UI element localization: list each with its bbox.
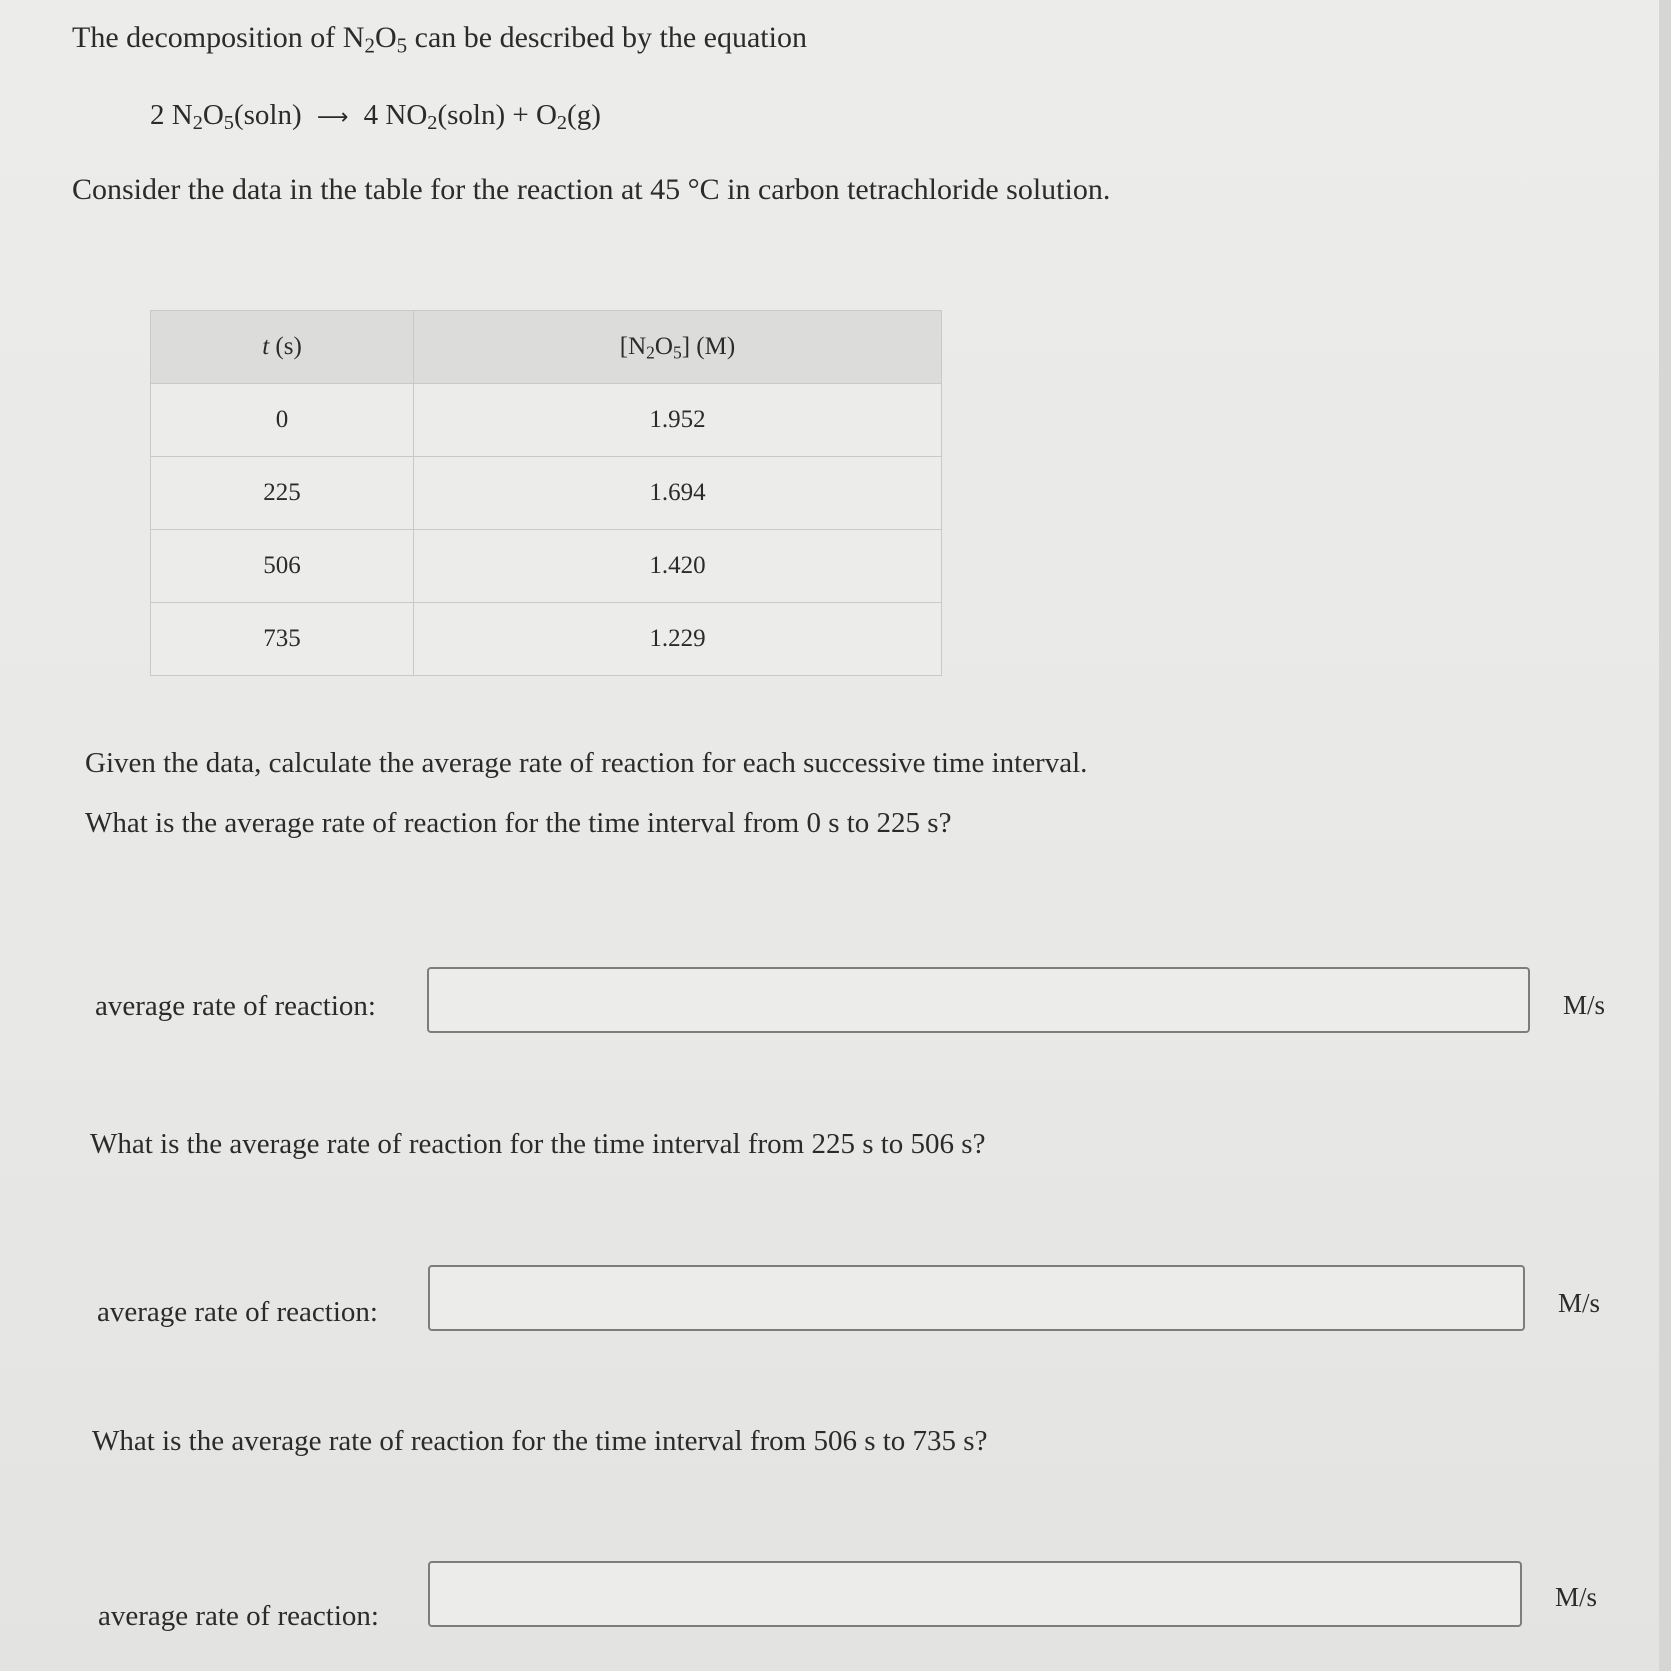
time-cell: 225 <box>151 457 414 530</box>
eq-part: N <box>164 99 193 131</box>
header-part: [N <box>619 333 647 360</box>
header-part: O <box>654 333 673 360</box>
intro-part: O <box>374 21 397 54</box>
question-3-text: What is the average rate of reaction for the time interval from 506 s to 735 s? <box>92 1425 988 1457</box>
table-header-row <box>151 311 942 384</box>
answer-1-input[interactable] <box>427 967 1530 1033</box>
answer-1-label: average rate of reaction: <box>95 990 376 1022</box>
consider-text: Consider the data in the table for the reaction at 45 °C in carbon tetrachloride solution. <box>72 173 1111 206</box>
concentration-cell: 1.420 <box>414 530 942 603</box>
given-text: Given the data, calculate the average rate of reaction for each successive time interval. <box>85 747 1088 779</box>
data-table <box>150 310 942 676</box>
page-edge <box>1659 0 1671 1671</box>
answer-2-unit: M/s <box>1558 1288 1601 1318</box>
question-2-text: What is the average rate of reaction for the time interval from 225 s to 506 s? <box>90 1128 986 1160</box>
eq-part: O <box>202 99 224 131</box>
concentration-cell: 1.952 <box>414 384 942 457</box>
time-unit: (s) <box>269 333 302 360</box>
reaction-equation <box>150 98 601 133</box>
concentration-cell: 1.229 <box>414 603 942 676</box>
intro-sub: 5 <box>396 33 408 58</box>
intro-text <box>72 20 807 56</box>
time-variable: t <box>262 333 270 360</box>
intro-part: The decomposition of N <box>72 21 365 54</box>
table-row <box>151 457 942 530</box>
table-row <box>151 384 942 457</box>
eq-coef: 2 <box>150 99 165 131</box>
time-cell: 506 <box>151 530 414 603</box>
intro-sub: 2 <box>364 33 375 58</box>
concentration-cell: 1.694 <box>414 457 942 530</box>
table-row <box>151 530 942 603</box>
col-header-concentration <box>414 311 942 384</box>
time-cell: 735 <box>151 603 414 676</box>
question-1-text: What is the average rate of reaction for the time interval from 0 s to 225 s? <box>85 807 952 839</box>
table-row <box>151 603 942 676</box>
col-header-time <box>151 311 414 384</box>
header-part: ] (M) <box>681 333 736 360</box>
eq-coef: 4 <box>363 99 379 131</box>
answer-3-unit: M/s <box>1555 1582 1598 1612</box>
eq-part: (soln) + O <box>437 99 557 131</box>
header-sub: 5 <box>672 342 682 363</box>
answer-3-label: average rate of reaction: <box>98 1600 379 1632</box>
answer-3-input[interactable] <box>428 1561 1522 1627</box>
reaction-arrow-icon: ⟶ <box>316 105 349 130</box>
header-sub: 2 <box>646 342 655 363</box>
eq-part: NO <box>378 99 428 131</box>
eq-sub: 5 <box>223 112 234 135</box>
eq-part: (g) <box>567 99 601 131</box>
intro-part: can be described by the equation <box>407 21 807 54</box>
answer-1-unit: M/s <box>1563 990 1606 1020</box>
eq-part: (soln) <box>233 99 302 131</box>
answer-2-label: average rate of reaction: <box>97 1296 378 1328</box>
time-cell: 0 <box>151 384 414 457</box>
eq-sub: 2 <box>427 112 438 135</box>
answer-2-input[interactable] <box>428 1265 1525 1331</box>
eq-sub: 2 <box>192 112 203 135</box>
eq-sub: 2 <box>556 112 568 135</box>
